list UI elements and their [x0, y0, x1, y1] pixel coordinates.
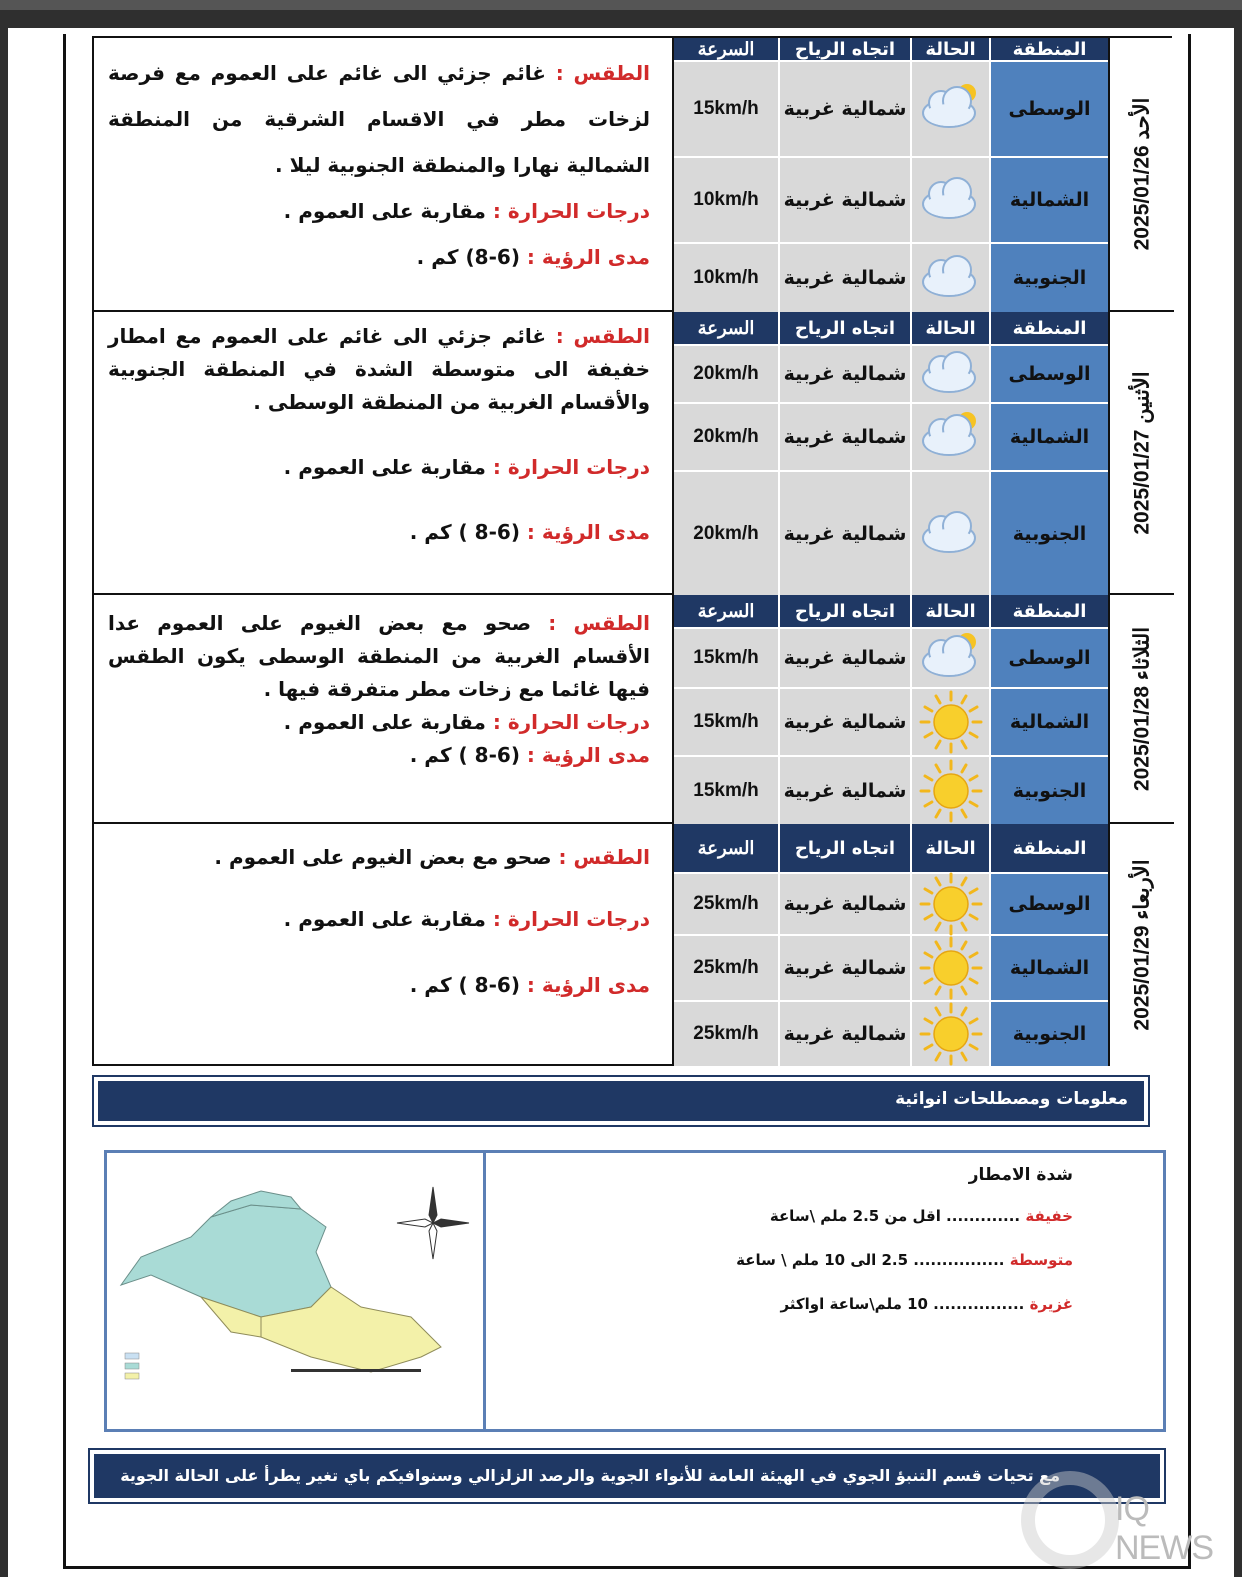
- day-block-2: [94, 312, 1174, 595]
- temp-text: مقاربة على العموم .: [283, 455, 486, 479]
- day-date-cell: [1108, 824, 1174, 1066]
- header-zone: المنطقة: [989, 595, 1108, 627]
- compass-icon: [397, 1187, 469, 1259]
- cloudy-icon: [910, 472, 989, 595]
- partly-cloudy-icon: [910, 62, 989, 156]
- speed-cell: 15km/h: [674, 629, 778, 687]
- header-state: الحالة: [910, 38, 989, 60]
- sun-icon: [910, 1002, 989, 1066]
- table-row: [674, 936, 1108, 1002]
- table-row: [674, 62, 1108, 158]
- header-speed: السرعة: [674, 824, 778, 872]
- table-row: [674, 1002, 1108, 1066]
- zone-cell: الشمالية: [989, 404, 1108, 470]
- wind-dir-cell: شمالية غربية: [778, 936, 910, 1000]
- day-1-text: [94, 38, 674, 310]
- speed-cell: 15km/h: [674, 62, 778, 156]
- day-1-table: [674, 38, 1108, 310]
- iraq-zones-map: [111, 1157, 479, 1425]
- header-wind-dir: اتجاه الرياح: [778, 595, 910, 627]
- day-date: الأربعاء 2025/01/29: [1130, 859, 1154, 1031]
- speed-cell: 25km/h: [674, 936, 778, 1000]
- footer-text: مع تحيات قسم التنبؤ الجوي في الهيئة العامة للأنواء الجوية والرصد الزلزالي وسنوافيكم باي تغير يطرأ على الحالة الجوية: [94, 1454, 1160, 1498]
- weather-text: صحو مع بعض الغيوم على العموم عدا الأقسام الغربية من المنطقة الوسطى يكون الطقس فيها غائما مع زخات مطر متفرقة فيها .: [108, 611, 650, 701]
- wind-dir-cell: شمالية غربية: [778, 346, 910, 402]
- table-row: [674, 629, 1108, 689]
- zone-cell: الوسطى: [989, 62, 1108, 156]
- day-date: الثلاثاء 2025/01/28: [1130, 626, 1154, 791]
- day-date-cell: [1108, 312, 1174, 593]
- zone-cell: الجنوبية: [989, 472, 1108, 595]
- footer-bar: [88, 1448, 1166, 1504]
- table-header-row: [674, 824, 1108, 874]
- info-title-bar: [92, 1075, 1150, 1127]
- day-2-table: [674, 312, 1108, 593]
- wind-dir-cell: شمالية غربية: [778, 689, 910, 755]
- sun-icon: [910, 757, 989, 824]
- watermark-text: IQ NEWS: [1115, 1490, 1213, 1567]
- table-row: [674, 472, 1108, 595]
- visibility-label: مدى الرؤية :: [526, 245, 650, 269]
- visibility-text: (6-8 ) كم .: [409, 743, 520, 767]
- wind-dir-cell: شمالية غربية: [778, 1002, 910, 1066]
- weather-text: غائم جزئي الى غائم على العموم مع فرصة لزخات مطر في الاقسام الشرقية من المنطقة الشمالية نهارا والمنطقة الجنوبية ليلا .: [108, 61, 650, 177]
- zone-cell: الشمالية: [989, 158, 1108, 242]
- speed-cell: 20km/h: [674, 404, 778, 470]
- legend-box: [104, 1150, 1166, 1432]
- header-wind-dir: اتجاه الرياح: [778, 824, 910, 872]
- header-state: الحالة: [910, 312, 989, 344]
- wind-dir-cell: شمالية غربية: [778, 629, 910, 687]
- zone-cell: الجنوبية: [989, 244, 1108, 312]
- header-state: الحالة: [910, 824, 989, 872]
- header-state: الحالة: [910, 595, 989, 627]
- table-row: [674, 346, 1108, 404]
- rain-item: خفيفة ............. اقل من 2.5 ملم \ساعة: [769, 1207, 1073, 1225]
- day-3-text: [94, 595, 674, 822]
- temp-label: درجات الحرارة :: [492, 455, 650, 479]
- temp-label: درجات الحرارة :: [492, 199, 650, 223]
- header-wind-dir: اتجاه الرياح: [778, 312, 910, 344]
- sun-icon: [910, 936, 989, 1000]
- sun-icon: [910, 689, 989, 755]
- header-speed: السرعة: [674, 38, 778, 60]
- speed-cell: 20km/h: [674, 472, 778, 595]
- temp-label: درجات الحرارة :: [492, 710, 650, 734]
- sun-icon: [910, 874, 989, 934]
- zone-cell: الشمالية: [989, 936, 1108, 1000]
- speed-cell: 10km/h: [674, 244, 778, 312]
- day-block-4: [94, 824, 1174, 1066]
- day-date-cell: [1108, 38, 1174, 310]
- wind-dir-cell: شمالية غربية: [778, 472, 910, 595]
- table-header-row: [674, 38, 1108, 62]
- day-2-text: [94, 312, 674, 593]
- info-title: معلومات ومصطلحات انوائية: [98, 1081, 1144, 1121]
- weather-label: الطقس :: [555, 324, 650, 348]
- zone-cell: الوسطى: [989, 346, 1108, 402]
- speed-cell: 20km/h: [674, 346, 778, 402]
- speed-cell: 10km/h: [674, 158, 778, 242]
- day-date-cell: [1108, 595, 1174, 822]
- day-date: الأثنين 2025/01/27: [1130, 370, 1154, 535]
- header-speed: السرعة: [674, 312, 778, 344]
- table-row: [674, 874, 1108, 936]
- wind-dir-cell: شمالية غربية: [778, 757, 910, 824]
- day-block-3: [94, 595, 1174, 824]
- zone-cell: الوسطى: [989, 629, 1108, 687]
- table-row: [674, 404, 1108, 472]
- header-zone: المنطقة: [989, 38, 1108, 60]
- header-wind-dir: اتجاه الرياح: [778, 38, 910, 60]
- table-row: [674, 158, 1108, 244]
- visibility-label: مدى الرؤية :: [526, 520, 650, 544]
- rain-title: شدة الامطار: [968, 1165, 1073, 1185]
- temp-text: مقاربة على العموم .: [283, 907, 486, 931]
- weather-label: الطقس :: [558, 845, 650, 869]
- zone-cell: الشمالية: [989, 689, 1108, 755]
- zone-cell: الجنوبية: [989, 1002, 1108, 1066]
- wind-dir-cell: شمالية غربية: [778, 244, 910, 312]
- wind-dir-cell: شمالية غربية: [778, 404, 910, 470]
- forecast-table: [92, 36, 1172, 1066]
- visibility-text: (6-8) كم .: [416, 245, 520, 269]
- rain-item: متوسطة ................ 2.5 الى 10 ملم \ ساعة: [736, 1251, 1073, 1269]
- speed-cell: 15km/h: [674, 689, 778, 755]
- table-row: [674, 689, 1108, 757]
- header-zone: المنطقة: [989, 824, 1108, 872]
- table-row: [674, 244, 1108, 312]
- weather-text: غائم جزئي الى غائم على العموم مع امطار خفيفة الى متوسطة الشدة في المنطقة الجنوبية والأقسام الغربية من المنطقة الوسطى .: [108, 324, 650, 414]
- weather-label: الطقس :: [555, 61, 650, 85]
- cloudy-icon: [910, 244, 989, 312]
- temp-label: درجات الحرارة :: [492, 907, 650, 931]
- day-4-table: [674, 824, 1108, 1066]
- top-strip: [0, 0, 1242, 10]
- temp-text: مقاربة على العموم .: [283, 199, 486, 223]
- day-4-text: [94, 824, 674, 1066]
- visibility-label: مدى الرؤية :: [526, 973, 650, 997]
- rain-item: غزيرة ................ 10 ملم\ساعة اواكثر: [780, 1295, 1073, 1313]
- visibility-text: (6-8 ) كم .: [409, 973, 520, 997]
- zone-cell: الوسطى: [989, 874, 1108, 934]
- table-header-row: [674, 312, 1108, 346]
- header-speed: السرعة: [674, 595, 778, 627]
- temp-text: مقاربة على العموم .: [283, 710, 486, 734]
- header-zone: المنطقة: [989, 312, 1108, 344]
- speed-cell: 15km/h: [674, 757, 778, 824]
- rain-legend: [483, 1153, 1163, 1429]
- wind-dir-cell: شمالية غربية: [778, 62, 910, 156]
- partly-cloudy-icon: [910, 404, 989, 470]
- zone-cell: الجنوبية: [989, 757, 1108, 824]
- partly-cloudy-icon: [910, 629, 989, 687]
- table-header-row: [674, 595, 1108, 629]
- day-3-table: [674, 595, 1108, 822]
- visibility-text: (6-8 ) كم .: [409, 520, 520, 544]
- speed-cell: 25km/h: [674, 1002, 778, 1066]
- day-date: الأحد 2025/01/26: [1130, 97, 1154, 251]
- day-block-1: [94, 38, 1174, 312]
- speed-cell: 25km/h: [674, 874, 778, 934]
- visibility-label: مدى الرؤية :: [526, 743, 650, 767]
- wind-dir-cell: شمالية غربية: [778, 158, 910, 242]
- weather-label: الطقس :: [548, 611, 650, 635]
- cloudy-icon: [910, 158, 989, 242]
- cloudy-icon: [910, 346, 989, 402]
- weather-text: صحو مع بعض الغيوم على العموم .: [214, 845, 552, 869]
- table-row: [674, 757, 1108, 824]
- wind-dir-cell: شمالية غربية: [778, 874, 910, 934]
